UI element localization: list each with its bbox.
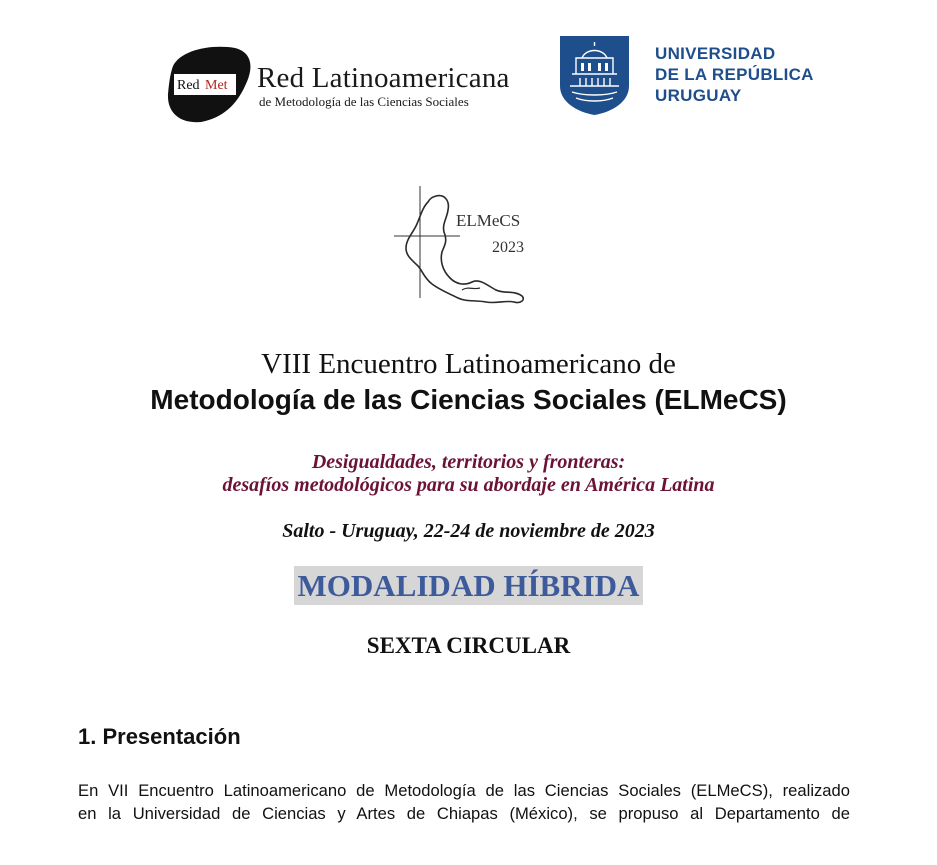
theme-line1: Desigualdades, territorios y fronteras: (311, 451, 626, 473)
theme-line2: desafíos metodológicos para su abordaje en América Latina (222, 474, 715, 496)
elmecs-emblem-year: 2023 (492, 239, 524, 256)
udelar-logo (558, 34, 814, 118)
elmecs-emblem-name: ELMeCS (456, 211, 521, 230)
modality-banner (0, 566, 937, 605)
modality-label: MODALIDAD HÍBRIDA (294, 566, 644, 605)
udelar-name-line3: URUGUAY (655, 86, 742, 105)
redmet-logo (165, 44, 510, 124)
event-title-line2: Metodología de las Ciencias Sociales (ELMeCS) (150, 384, 787, 415)
section-heading: 1. Presentación (78, 724, 241, 749)
redmet-badge-met: Met (205, 78, 228, 93)
udelar-name-line1: UNIVERSIDAD (655, 44, 776, 63)
udelar-name-line2: DE LA REPÚBLICA (655, 65, 814, 84)
place-date: Salto - Uruguay, 22-24 de noviembre de 2023 (282, 520, 655, 542)
redmet-title: Red Latinoamericana (257, 62, 510, 94)
redmet-badge-red: Red (177, 78, 200, 93)
paragraph-line: En VII Encuentro Latinoamericano de Metodología de las Ciencias Sociales (ELMeCS), realizado (78, 781, 850, 800)
elmecs-map-emblem (392, 186, 537, 306)
redmet-subtitle: de Metodología de las Ciencias Sociales (259, 94, 469, 109)
paragraph-line: en la Universidad de Ciencias y Artes de Chiapas (México), se propuso al Departamento de (78, 804, 850, 823)
university-seal-icon (558, 34, 631, 116)
circular-title: SEXTA CIRCULAR (366, 633, 571, 658)
redmet-emblem-icon (165, 44, 251, 124)
event-title-line1: VIII Encuentro Latinoamericano de (261, 348, 676, 380)
